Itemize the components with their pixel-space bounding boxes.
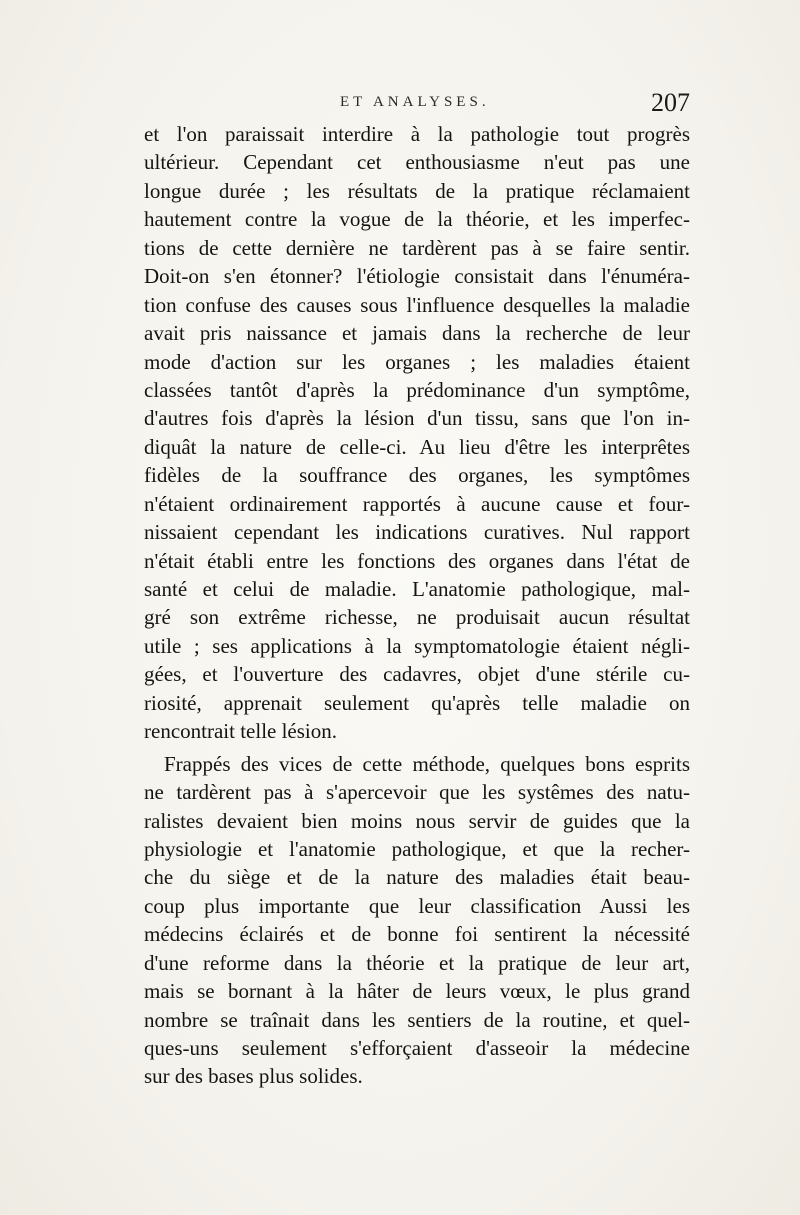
- text-line: médecins éclairés et de bonne foi sentirent la nécessité: [144, 922, 690, 947]
- text-line: physiologie et l'anatomie pathologique, et que la recher-: [144, 836, 690, 861]
- text-line: sur des bases plus solides.: [144, 1064, 363, 1089]
- text-line: coup plus importante que leur classification Aussi les: [144, 893, 690, 918]
- text-line: ultérieur. Cependant cet enthousiasme n'eut pas une: [144, 150, 690, 175]
- text-line: et l'on paraissait interdire à la pathologie tout progrès: [144, 122, 690, 146]
- text-line: Frappés des vices de cette méthode, quelques bons esprits: [164, 751, 690, 776]
- text-line: nombre se traînait dans les sentiers de la routine, et quel-: [144, 1007, 690, 1032]
- text-line: tions de cette dernière ne tardèrent pas à se faire sentir.: [144, 235, 690, 260]
- text-line: fidèles de la souffrance des organes, les symptômes: [144, 463, 690, 488]
- text-line: gré son extrême richesse, ne produisait aucun résultat: [144, 605, 690, 630]
- text-line: longue durée ; les résultats de la pratique réclamaient: [144, 178, 690, 203]
- text-line: hautement contre la vogue de la théorie, et les imperfec-: [144, 207, 690, 232]
- text-line: ralistes devaient bien moins nous servir de guides que la: [144, 808, 690, 833]
- text-line: d'autres fois d'après la lésion d'un tissu, sans que l'on in-: [144, 406, 690, 431]
- text-line: classées tantôt d'après la prédominance d'un symptôme,: [144, 377, 690, 402]
- text-line: nissaient cependant les indications curatives. Nul rapport: [144, 520, 690, 545]
- text-line: n'était établi entre les fonctions des organes dans l'état de: [144, 548, 690, 573]
- text-line: ques-uns seulement s'efforçaient d'asseoir la médecine: [144, 1036, 690, 1060]
- text-line: ne tardèrent pas à s'apercevoir que les systêmes des natu-: [144, 780, 690, 805]
- text-line: diquât la nature de celle-ci. Au lieu d'être les interprêtes: [144, 434, 690, 459]
- text-line: mode d'action sur les organes ; les maladies étaient: [144, 349, 690, 374]
- text-line: riosité, apprenait seulement qu'après telle maladie on: [144, 690, 690, 715]
- text-line: avait pris naissance et jamais dans la recherche de leur: [144, 321, 690, 346]
- text-line: mais se bornant à la hâter de leurs vœux, le plus grand: [144, 979, 690, 1004]
- running-head: [142, 88, 690, 120]
- page-number: 207: [651, 88, 690, 117]
- text-line: utile ; ses applications à la symptomatologie étaient négli-: [144, 633, 690, 658]
- text-line: gées, et l'ouverture des cadavres, objet d'une stérile cu-: [144, 662, 690, 687]
- text-line: santé et celui de maladie. L'anatomie pathologique, mal-: [144, 577, 690, 601]
- text-line: che du siège et de la nature des maladies était beau-: [144, 865, 690, 890]
- text-line: tion confuse des causes sous l'influence desquelles la maladie: [144, 292, 690, 317]
- paragraph-1: [144, 120, 690, 746]
- text-line: d'une reforme dans la théorie et la pratique de leur art,: [144, 950, 690, 975]
- text-line: rencontrait telle lésion.: [144, 719, 338, 744]
- text-line: n'étaient ordinairement rapportés à aucune cause et four-: [144, 491, 690, 516]
- text-line: Doit-on s'en étonner? l'étiologie consistait dans l'énuméra-: [144, 264, 690, 289]
- body-text: [144, 120, 690, 1091]
- paragraph-2: [144, 750, 690, 1091]
- running-title: ET ANALYSES.: [340, 94, 490, 110]
